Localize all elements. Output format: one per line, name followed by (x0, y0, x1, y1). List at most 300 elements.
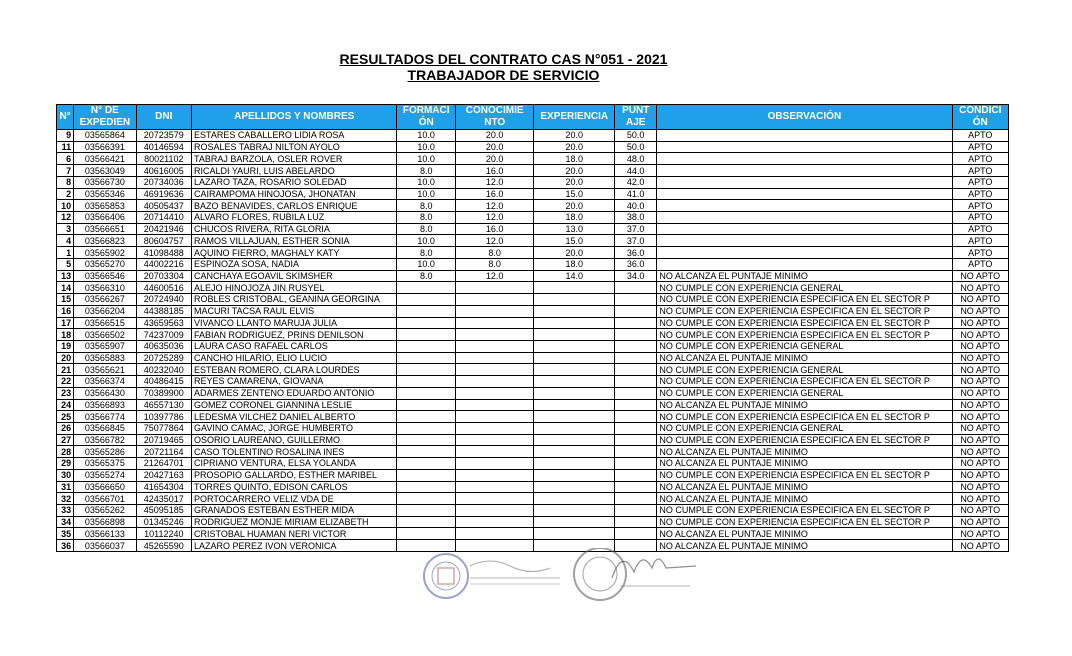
cell-row-number: 32 (57, 493, 74, 505)
cell-expediente: 03565902 (74, 247, 136, 259)
cell-formacion: 8.0 (397, 270, 455, 282)
cell-conocimiento: 12.0 (455, 200, 534, 212)
cell-conocimiento: 8.0 (455, 258, 534, 270)
cell-name: CHUCOS RIVERA, RITA GLORIA (191, 223, 397, 235)
cell-condicion: NO APTO (952, 516, 1009, 528)
table-row (57, 493, 1009, 505)
cell-row-number: 20 (57, 352, 74, 364)
cell-puntaje (615, 469, 657, 481)
cell-name: VIVANCO LLANTO MARUJA JULIA (191, 317, 397, 329)
cell-expediente: 03566730 (74, 176, 136, 188)
cell-row-number: 33 (57, 505, 74, 517)
cell-observacion: NO CUMPLE CON EXPERIENCIA ESPECIFICA EN EL SECTOR P (657, 516, 952, 528)
cell-row-number: 25 (57, 411, 74, 423)
official-seal-right (574, 548, 626, 600)
cell-name: ADARMES ZENTENO EDUARDO ANTONIO (191, 387, 397, 399)
cell-formacion (397, 458, 455, 470)
cell-dni: 40635036 (136, 340, 191, 352)
cell-observacion: NO CUMPLE CON EXPERIENCIA ESPECIFICA EN EL SECTOR P (657, 411, 952, 423)
cell-formacion (397, 376, 455, 388)
signature-stamp-left (470, 561, 560, 584)
cell-expediente: 03565621 (74, 364, 136, 376)
cell-formacion (397, 387, 455, 399)
cell-formacion: 10.0 (397, 258, 455, 270)
cell-expediente: 03566782 (74, 434, 136, 446)
cell-observacion (657, 258, 952, 270)
cell-row-number: 14 (57, 282, 74, 294)
cell-expediente: 03566823 (74, 235, 136, 247)
cell-name: CANCHAYA EGOAVIL SKIMSHER (191, 270, 397, 282)
cell-dni: 45095185 (136, 505, 191, 517)
cell-formacion (397, 352, 455, 364)
cell-dni: 44600516 (136, 282, 191, 294)
cell-condicion: NO APTO (952, 282, 1009, 294)
cell-row-number: 21 (57, 364, 74, 376)
table-row (57, 399, 1009, 411)
cell-expediente: 03566546 (74, 270, 136, 282)
cell-name: RODRIGUEZ MONJE MIRIAM ELIZABETH (191, 516, 397, 528)
cell-expediente: 03565883 (74, 352, 136, 364)
cell-row-number: 28 (57, 446, 74, 458)
cell-formacion: 10.0 (397, 235, 455, 247)
cell-name: LAZARO TAZA, ROSARIO SOLEDAD (191, 176, 397, 188)
cell-row-number: 23 (57, 387, 74, 399)
table-row (57, 247, 1009, 259)
cell-observacion: NO CUMPLE CON EXPERIENCIA ESPECIFICA EN EL SECTOR P (657, 305, 952, 317)
cell-condicion: NO APTO (952, 317, 1009, 329)
cell-conocimiento: 16.0 (455, 223, 534, 235)
cell-condicion: NO APTO (952, 364, 1009, 376)
cell-experiencia (534, 446, 615, 458)
cell-dni: 20721164 (136, 446, 191, 458)
header-num: N° (57, 105, 74, 130)
cell-puntaje (615, 422, 657, 434)
cell-observacion (657, 200, 952, 212)
cell-condicion: NO APTO (952, 458, 1009, 470)
cell-conocimiento (455, 294, 534, 306)
cell-expediente: 03566651 (74, 223, 136, 235)
cell-observacion (657, 188, 952, 200)
cell-row-number: 34 (57, 516, 74, 528)
cell-observacion: NO ALCANZA EL PUNTAJE MINIMO (657, 481, 952, 493)
cell-formacion (397, 305, 455, 317)
cell-row-number: 19 (57, 340, 74, 352)
cell-observacion: NO ALCANZA EL PUNTAJE MINIMO (657, 528, 952, 540)
cell-observacion: NO CUMPLE CON EXPERIENCIA ESPECIFICA EN EL SECTOR P (657, 317, 952, 329)
table-row (57, 329, 1009, 341)
cell-dni: 20427163 (136, 469, 191, 481)
cell-name: CIPRIANO VENTURA, ELSA YOLANDA (191, 458, 397, 470)
cell-conocimiento (455, 411, 534, 423)
cell-conocimiento: 20.0 (455, 153, 534, 165)
cell-experiencia (534, 516, 615, 528)
cell-expediente: 03566893 (74, 399, 136, 411)
cell-row-number: 8 (57, 176, 74, 188)
cell-condicion: NO APTO (952, 387, 1009, 399)
cell-expediente: 03566650 (74, 481, 136, 493)
cell-dni: 40616005 (136, 165, 191, 177)
header-row (57, 105, 1009, 130)
cell-experiencia (534, 422, 615, 434)
cell-observacion: NO CUMPLE CON EXPERIENCIA GENERAL (657, 282, 952, 294)
cell-experiencia (534, 282, 615, 294)
cell-condicion: APTO (952, 141, 1009, 153)
cell-name: MACURI TACSA RAUL ELVIS (191, 305, 397, 317)
table-row (57, 176, 1009, 188)
header-observacion: OBSERVACIÓN (657, 105, 952, 130)
cell-conocimiento (455, 364, 534, 376)
cell-dni: 21264701 (136, 458, 191, 470)
header-expediente (74, 105, 136, 130)
stamps-area (0, 548, 1072, 608)
cell-dni: 44388185 (136, 305, 191, 317)
cell-dni: 80604757 (136, 235, 191, 247)
table-row (57, 212, 1009, 224)
header-condicion (952, 105, 1009, 130)
cell-condicion: NO APTO (952, 434, 1009, 446)
cell-experiencia: 13.0 (534, 223, 615, 235)
cell-observacion: NO ALCANZA EL PUNTAJE MINIMO (657, 352, 952, 364)
cell-dni: 80021102 (136, 153, 191, 165)
cell-puntaje (615, 505, 657, 517)
cell-puntaje: 44.0 (615, 165, 657, 177)
cell-observacion: NO ALCANZA EL PUNTAJE MINIMO (657, 540, 952, 552)
cell-expediente: 03566267 (74, 294, 136, 306)
cell-conocimiento (455, 340, 534, 352)
header-condicion-l1: CONDICI (959, 105, 1002, 116)
table-row (57, 153, 1009, 165)
cell-experiencia: 20.0 (534, 176, 615, 188)
cell-row-number: 11 (57, 141, 74, 153)
cell-observacion: NO ALCANZA EL PUNTAJE MINIMO (657, 446, 952, 458)
table-row (57, 223, 1009, 235)
cell-row-number: 2 (57, 188, 74, 200)
table-row (57, 446, 1009, 458)
table-row (57, 505, 1009, 517)
cell-experiencia (534, 434, 615, 446)
cell-conocimiento (455, 376, 534, 388)
cell-observacion: NO CUMPLE CON EXPERIENCIA ESPECIFICA EN EL SECTOR P (657, 469, 952, 481)
cell-puntaje (615, 294, 657, 306)
cell-formacion (397, 493, 455, 505)
cell-formacion (397, 446, 455, 458)
header-formacion (397, 105, 455, 130)
header-expediente-l1: N° DE (90, 105, 119, 116)
cell-row-number: 31 (57, 481, 74, 493)
cell-puntaje (615, 411, 657, 423)
cell-row-number: 1 (57, 247, 74, 259)
cell-conocimiento: 12.0 (455, 235, 534, 247)
cell-condicion: APTO (952, 212, 1009, 224)
cell-puntaje: 34.0 (615, 270, 657, 282)
cell-conocimiento: 12.0 (455, 176, 534, 188)
cell-dni: 20719465 (136, 434, 191, 446)
cell-expediente: 03565375 (74, 458, 136, 470)
cell-puntaje (615, 516, 657, 528)
table-row (57, 258, 1009, 270)
cell-name: AQUINO FIERRO, MAGHALY KATY (191, 247, 397, 259)
cell-expediente: 03565262 (74, 505, 136, 517)
cell-name: CANCHO HILARIO, ELIO LUCIO (191, 352, 397, 364)
cell-observacion: NO ALCANZA EL PUNTAJE MINIMO (657, 493, 952, 505)
table-row (57, 387, 1009, 399)
cell-observacion: NO ALCANZA EL PUNTAJE MINIMO (657, 458, 952, 470)
cell-condicion: NO APTO (952, 422, 1009, 434)
table-row (57, 481, 1009, 493)
cell-name: ESTARES CABALLERO LIDIA ROSA (191, 130, 397, 142)
cell-name: CASO TOLENTINO ROSALINA INES (191, 446, 397, 458)
cell-condicion: NO APTO (952, 352, 1009, 364)
cell-name: ESTEBAN ROMERO, CLARA LOURDES (191, 364, 397, 376)
cell-experiencia: 20.0 (534, 165, 615, 177)
cell-puntaje: 37.0 (615, 223, 657, 235)
cell-experiencia: 15.0 (534, 235, 615, 247)
cell-condicion: APTO (952, 200, 1009, 212)
cell-expediente: 03565346 (74, 188, 136, 200)
cell-dni: 20724940 (136, 294, 191, 306)
cell-expediente: 03565864 (74, 130, 136, 142)
cell-experiencia (534, 469, 615, 481)
cell-observacion: NO ALCANZA EL PUNTAJE MINIMO (657, 270, 952, 282)
results-table (56, 104, 1009, 552)
cell-name: PORTOCARRERO VELIZ VDA DE (191, 493, 397, 505)
cell-experiencia: 20.0 (534, 130, 615, 142)
cell-formacion: 10.0 (397, 130, 455, 142)
cell-expediente: 03566310 (74, 282, 136, 294)
cell-observacion: NO CUMPLE CON EXPERIENCIA GENERAL (657, 422, 952, 434)
table-row (57, 317, 1009, 329)
table-row (57, 294, 1009, 306)
cell-dni: 40232040 (136, 364, 191, 376)
cell-dni: 20421946 (136, 223, 191, 235)
cell-conocimiento (455, 329, 534, 341)
cell-row-number: 12 (57, 212, 74, 224)
cell-condicion: NO APTO (952, 399, 1009, 411)
cell-puntaje (615, 352, 657, 364)
cell-puntaje (615, 528, 657, 540)
cell-dni: 74237009 (136, 329, 191, 341)
table-row (57, 165, 1009, 177)
cell-observacion (657, 212, 952, 224)
cell-row-number: 18 (57, 329, 74, 341)
cell-observacion: NO CUMPLE CON EXPERIENCIA ESPECIFICA EN EL SECTOR P (657, 329, 952, 341)
cell-observacion: NO ALCANZA EL PUNTAJE MINIMO (657, 399, 952, 411)
table-row (57, 469, 1009, 481)
header-puntaje (615, 105, 657, 130)
cell-formacion: 8.0 (397, 212, 455, 224)
cell-condicion: APTO (952, 247, 1009, 259)
cell-name: ALVARO FLORES, RUBILA LUZ (191, 212, 397, 224)
cell-puntaje (615, 481, 657, 493)
cell-name: GOMEZ CORONEL GIANNINA LESLIE (191, 399, 397, 411)
cell-dni: 46919636 (136, 188, 191, 200)
cell-experiencia (534, 481, 615, 493)
cell-condicion: NO APTO (952, 305, 1009, 317)
cell-conocimiento (455, 434, 534, 446)
cell-name: ROBLES CRISTOBAL, GEANINA GEORGINA (191, 294, 397, 306)
cell-observacion: NO CUMPLE CON EXPERIENCIA GENERAL (657, 364, 952, 376)
cell-puntaje (615, 340, 657, 352)
cell-expediente: 03566430 (74, 387, 136, 399)
cell-conocimiento (455, 493, 534, 505)
cell-name: CRISTOBAL HUAMAN NERI VICTOR (191, 528, 397, 540)
header-dni: DNI (136, 105, 191, 130)
cell-puntaje: 36.0 (615, 258, 657, 270)
cell-experiencia (534, 399, 615, 411)
cell-row-number: 17 (57, 317, 74, 329)
cell-formacion: 10.0 (397, 141, 455, 153)
cell-formacion: 8.0 (397, 223, 455, 235)
cell-dni: 20723579 (136, 130, 191, 142)
cell-puntaje (615, 493, 657, 505)
cell-dni: 70389900 (136, 387, 191, 399)
cell-expediente: 03566204 (74, 305, 136, 317)
table-row (57, 364, 1009, 376)
cell-name: LAZARO PEREZ IVON VERONICA (191, 540, 397, 552)
cell-formacion: 8.0 (397, 200, 455, 212)
cell-experiencia (534, 294, 615, 306)
cell-name: RICALDI YAURI, LUIS ABELARDO (191, 165, 397, 177)
cell-puntaje (615, 399, 657, 411)
cell-expediente: 03563049 (74, 165, 136, 177)
cell-puntaje (615, 364, 657, 376)
cell-row-number: 16 (57, 305, 74, 317)
table-row (57, 130, 1009, 142)
cell-expediente: 03566406 (74, 212, 136, 224)
cell-dni: 46557130 (136, 399, 191, 411)
cell-experiencia: 18.0 (534, 212, 615, 224)
cell-formacion: 8.0 (397, 165, 455, 177)
cell-conocimiento (455, 481, 534, 493)
cell-formacion: 10.0 (397, 176, 455, 188)
cell-conocimiento: 12.0 (455, 212, 534, 224)
header-name: APELLIDOS Y NOMBRES (191, 105, 397, 130)
cell-conocimiento (455, 305, 534, 317)
cell-dni: 40146594 (136, 141, 191, 153)
cell-formacion (397, 340, 455, 352)
table-row (57, 411, 1009, 423)
cell-expediente: 03566391 (74, 141, 136, 153)
cell-experiencia: 14.0 (534, 270, 615, 282)
table-row (57, 200, 1009, 212)
cell-puntaje (615, 317, 657, 329)
table-row (57, 188, 1009, 200)
cell-name: REYES CAMARENA, GIOVANA (191, 376, 397, 388)
table-row (57, 270, 1009, 282)
cell-condicion: APTO (952, 223, 1009, 235)
cell-experiencia: 20.0 (534, 247, 615, 259)
cell-condicion: NO APTO (952, 270, 1009, 282)
cell-conocimiento (455, 528, 534, 540)
cell-conocimiento (455, 446, 534, 458)
cell-experiencia (534, 364, 615, 376)
cell-condicion: APTO (952, 176, 1009, 188)
cell-name: FABIAN RODRIGUEZ, PRINS DENILSON (191, 329, 397, 341)
cell-experiencia (534, 329, 615, 341)
cell-conocimiento (455, 317, 534, 329)
cell-formacion (397, 317, 455, 329)
cell-condicion: NO APTO (952, 469, 1009, 481)
cell-name: CAIRAMPOMA HINOJOSA, JHONATAN (191, 188, 397, 200)
cell-puntaje (615, 446, 657, 458)
cell-expediente: 03566898 (74, 516, 136, 528)
cell-observacion: NO CUMPLE CON EXPERIENCIA ESPECIFICA EN EL SECTOR P (657, 294, 952, 306)
cell-conocimiento: 20.0 (455, 130, 534, 142)
cell-expediente: 03565274 (74, 469, 136, 481)
cell-row-number: 4 (57, 235, 74, 247)
results-body (57, 130, 1009, 552)
header-expediente-l2: EXPEDIEN (79, 117, 131, 128)
table-row (57, 305, 1009, 317)
cell-name: LAURA CASO RAFAEL CARLOS (191, 340, 397, 352)
cell-puntaje: 48.0 (615, 153, 657, 165)
document-title: RESULTADOS DEL CONTRATO CAS N°051 - 2021 (339, 51, 668, 67)
cell-row-number: 27 (57, 434, 74, 446)
cell-experiencia (534, 317, 615, 329)
cell-name: OSORIO LAUREANO, GUILLERMO (191, 434, 397, 446)
table-row (57, 516, 1009, 528)
cell-formacion (397, 399, 455, 411)
cell-condicion: NO APTO (952, 493, 1009, 505)
cell-formacion (397, 411, 455, 423)
cell-dni: 20725289 (136, 352, 191, 364)
cell-name: LEDESMA VILCHEZ DANIEL ALBERTO (191, 411, 397, 423)
table-row (57, 376, 1009, 388)
cell-conocimiento: 8.0 (455, 247, 534, 259)
cell-condicion: APTO (952, 188, 1009, 200)
cell-condicion: NO APTO (952, 340, 1009, 352)
cell-dni: 40486415 (136, 376, 191, 388)
cell-expediente: 03566374 (74, 376, 136, 388)
cell-row-number: 36 (57, 540, 74, 552)
header-experiencia: EXPERIENCIA (534, 105, 615, 130)
cell-conocimiento (455, 282, 534, 294)
cell-name: RAMOS VILLAJUAN, ESTHER SONIA (191, 235, 397, 247)
cell-dni: 01345246 (136, 516, 191, 528)
cell-condicion: APTO (952, 130, 1009, 142)
cell-formacion: 10.0 (397, 153, 455, 165)
cell-name: ESPINOZA SOSA, NADIA (191, 258, 397, 270)
cell-puntaje: 50.0 (615, 130, 657, 142)
cell-observacion (657, 153, 952, 165)
cell-name: TORRES QUINTO, EDISON CARLOS (191, 481, 397, 493)
cell-experiencia: 18.0 (534, 153, 615, 165)
cell-dni: 41654304 (136, 481, 191, 493)
cell-row-number: 30 (57, 469, 74, 481)
cell-formacion (397, 469, 455, 481)
cell-puntaje (615, 282, 657, 294)
cell-condicion: NO APTO (952, 294, 1009, 306)
cell-dni: 20703304 (136, 270, 191, 282)
cell-dni: 20714410 (136, 212, 191, 224)
cell-dni: 45265590 (136, 540, 191, 552)
cell-condicion: NO APTO (952, 411, 1009, 423)
cell-expediente: 03565853 (74, 200, 136, 212)
cell-expediente: 03566701 (74, 493, 136, 505)
cell-condicion: APTO (952, 258, 1009, 270)
cell-name: PROSOPIO GALLARDO, ESTHER MARIBEL (191, 469, 397, 481)
cell-observacion (657, 165, 952, 177)
header-conocimiento (455, 105, 534, 130)
cell-formacion (397, 282, 455, 294)
cell-formacion (397, 505, 455, 517)
cell-observacion: NO CUMPLE CON EXPERIENCIA GENERAL (657, 340, 952, 352)
table-row (57, 458, 1009, 470)
cell-expediente: 03566515 (74, 317, 136, 329)
cell-name: ALEJO HINOJOZA JIN RUSYEL (191, 282, 397, 294)
table-row (57, 141, 1009, 153)
cell-dni: 43659563 (136, 317, 191, 329)
